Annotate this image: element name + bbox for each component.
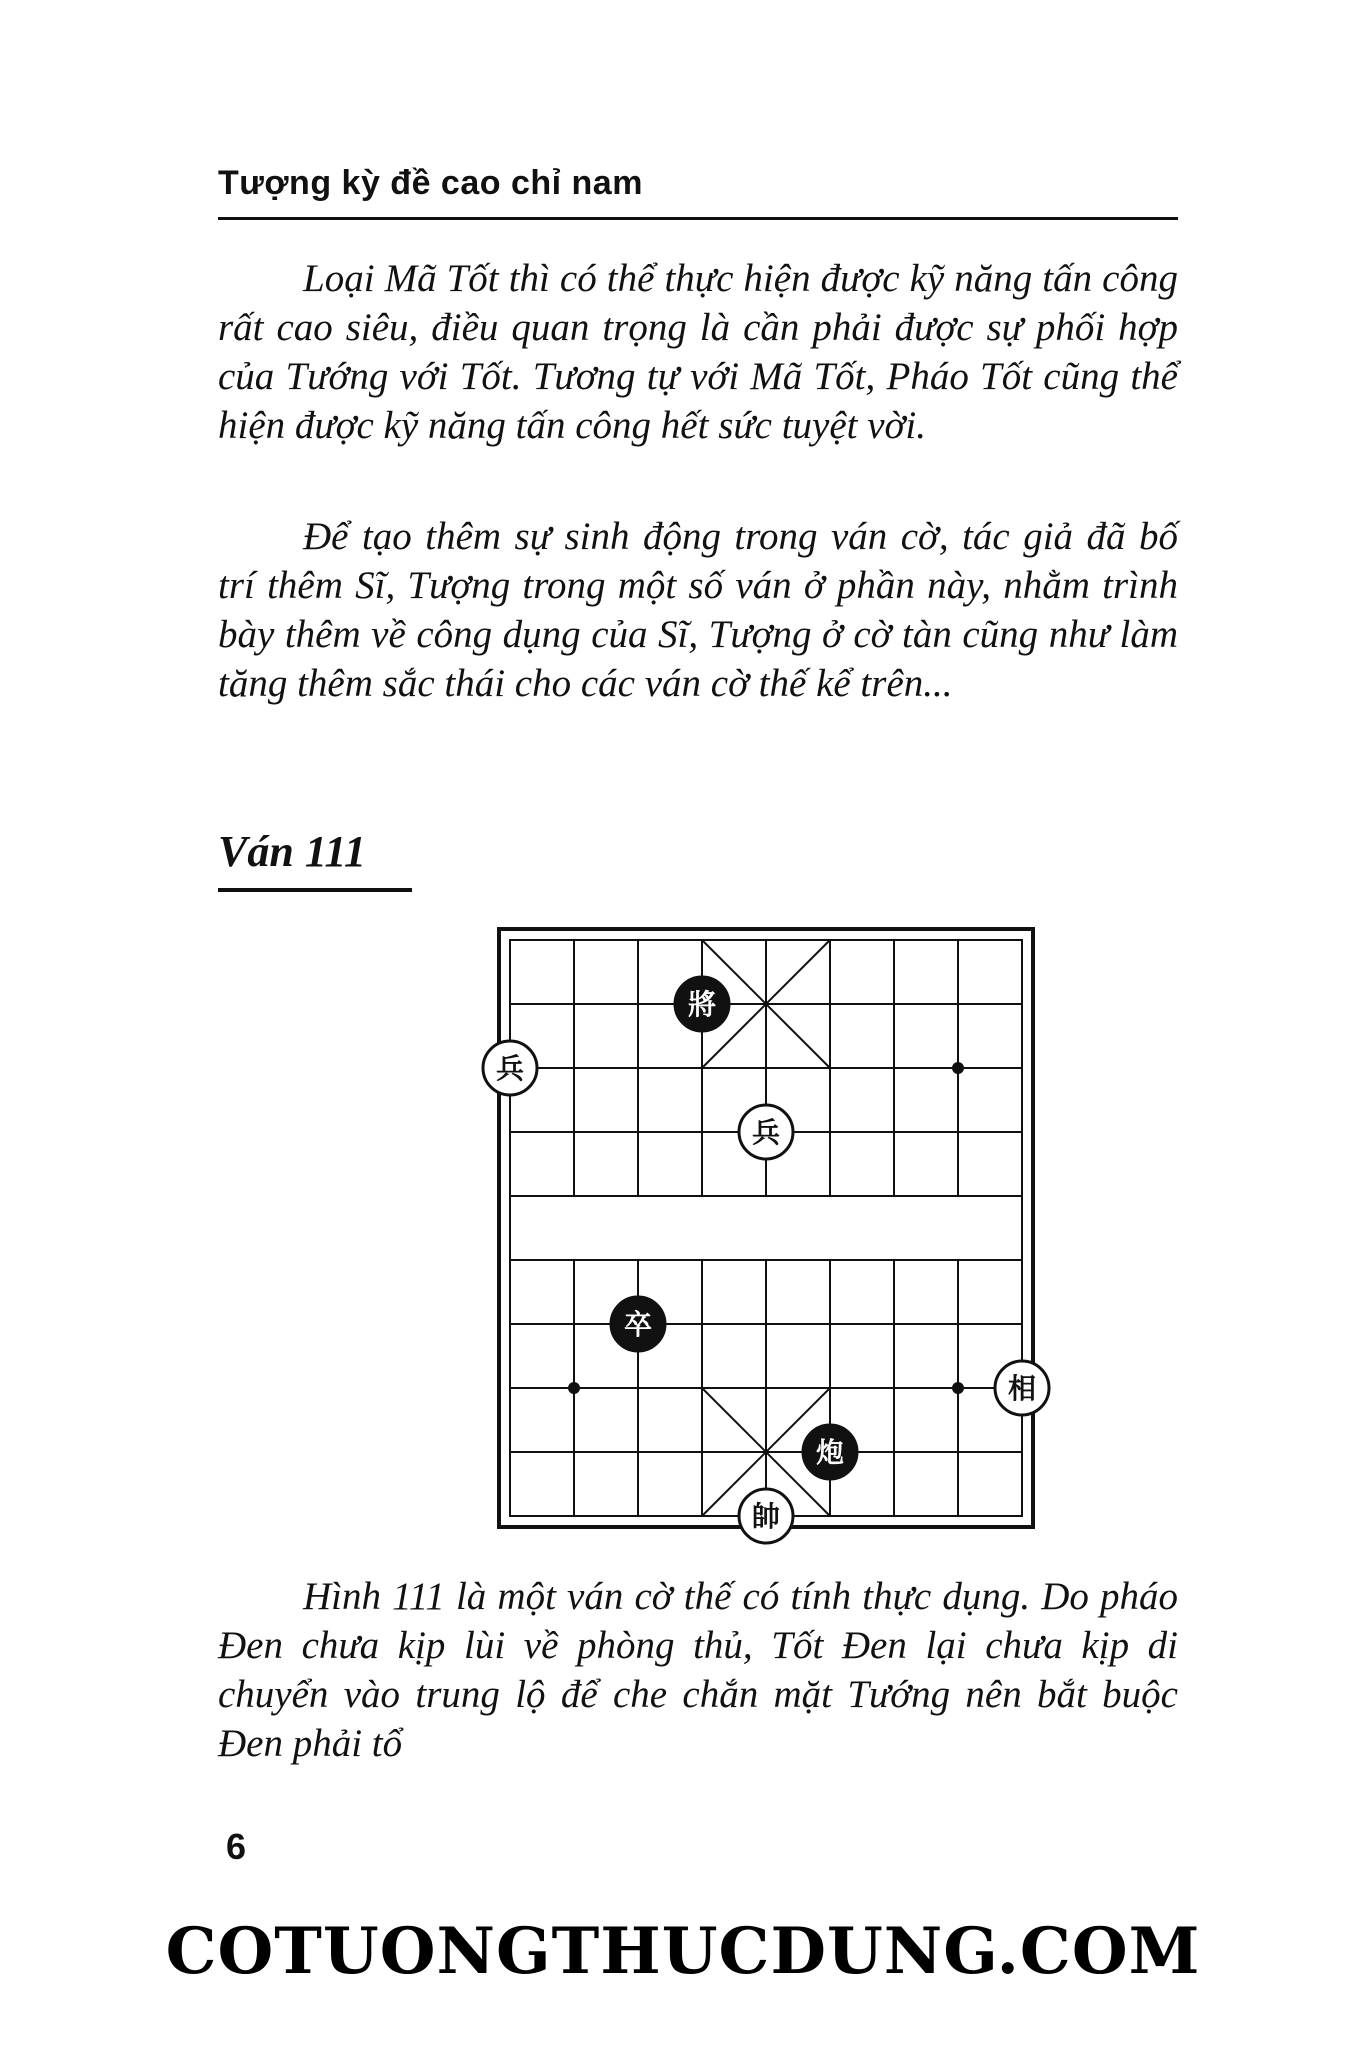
- header-rule: [218, 217, 1178, 220]
- running-head-title: Tượng kỳ đề cao chỉ nam: [218, 164, 643, 202]
- star-point: [952, 1062, 964, 1074]
- piece-label: 兵: [495, 1052, 525, 1085]
- body-paragraph-1: Loại Mã Tốt thì có thể thực hiện được kỹ năng tấn công rất cao siêu, điều quan trọng là cần phải được sự phối hợp của Tướng với Tốt. Tương tự với Mã Tốt, Pháo Tốt cũng thể hiện được kỹ năng tấn công hết sức tuyệt vời.: [218, 257, 1178, 447]
- section-title-underline: [218, 888, 412, 892]
- piece-label: 炮: [815, 1436, 845, 1469]
- star-point: [568, 1382, 580, 1394]
- piece-label: 卒: [623, 1308, 653, 1341]
- site-watermark: COTUONGTHUCDUNG.COM: [165, 1914, 1201, 1989]
- xiangqi-board: [425, 920, 1037, 1550]
- body-paragraph-2: Để tạo thêm sự sinh động trong ván cờ, tác giả đã bố trí thêm Sĩ, Tượng trong một số ván ở phần này, nhằm trình bày thêm về công dụng của Sĩ, Tượng ở cờ tàn cũng như làm tăng thêm sắc thái cho các ván cờ thế kể trên...: [218, 515, 1178, 705]
- caption-paragraph: Hình 111 là một ván cờ thế có tính thực dụng. Do pháo Đen chưa kịp lùi về phòng thủ, Tốt Đen lại chưa kịp di chuyển vào trung lộ để che chắn mặt Tướng nên bắt buộc Đen phải tổ: [218, 1575, 1178, 1765]
- piece-label: 將: [687, 988, 717, 1021]
- star-point: [952, 1382, 964, 1394]
- piece-label: 帥: [751, 1500, 781, 1533]
- page-number: 6: [226, 1826, 247, 1867]
- piece-label: 兵: [751, 1116, 781, 1149]
- piece-label: 相: [1007, 1372, 1037, 1405]
- section-title: Ván 111: [218, 827, 366, 876]
